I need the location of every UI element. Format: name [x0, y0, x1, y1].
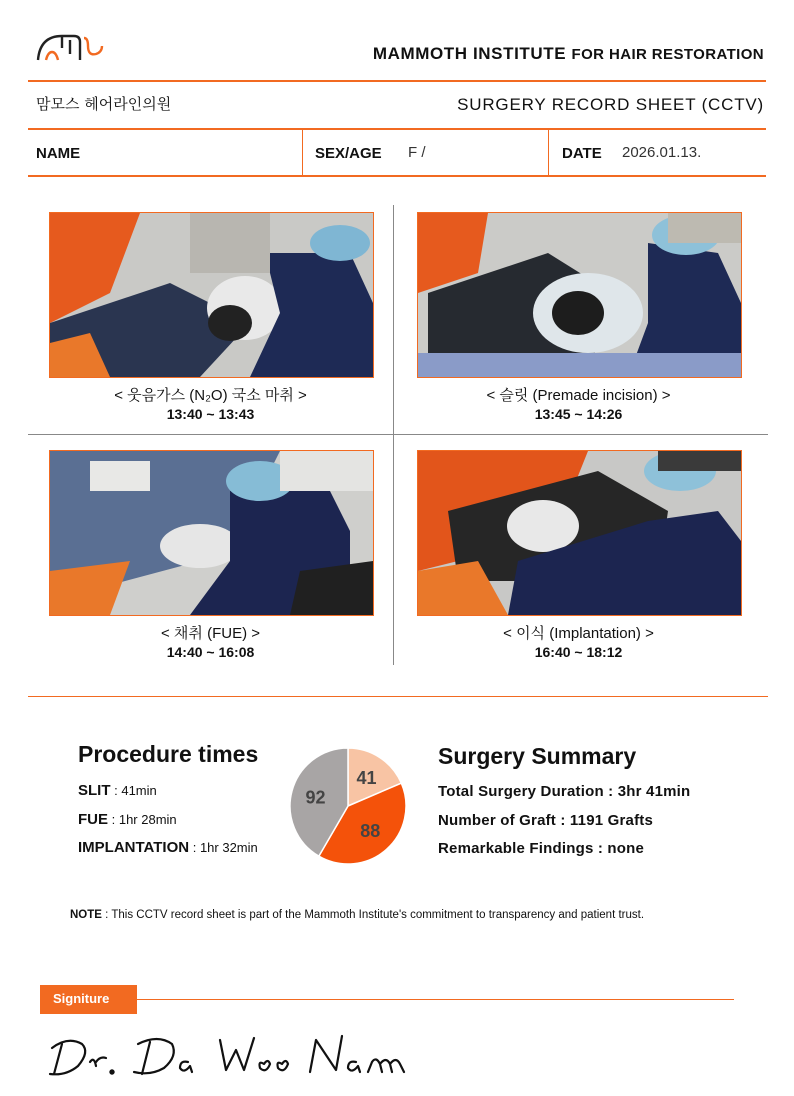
caption-time: 13:40 ~ 13:43: [166, 406, 255, 422]
caption-title: < 슬릿 (Premade incision) >: [486, 387, 671, 404]
procedure-pie-chart: [288, 746, 408, 866]
divider: [302, 130, 303, 176]
pie-label-implantation: 92: [305, 787, 326, 808]
procedure-title: Procedure times: [78, 741, 259, 767]
photo-caption-3: [49, 624, 372, 662]
summary-findings: Remarkable Findings : none: [438, 840, 645, 857]
procedure-row-fue: [78, 811, 177, 828]
procedure-label: IMPLANTATION: [78, 839, 190, 856]
note-label: NOTE: [70, 909, 102, 921]
divider: [548, 130, 549, 176]
photo-caption-1: [49, 386, 372, 424]
institute-main: MAMMOTH INSTITUTE: [372, 44, 567, 63]
caption-time: 13:45 ~ 14:26: [534, 406, 623, 422]
sheet-title: SURGERY RECORD SHEET (CCTV): [457, 95, 764, 114]
caption-time: 16:40 ~ 18:12: [534, 644, 623, 660]
caption-time: 14:40 ~ 16:08: [166, 644, 255, 660]
procedure-row-implantation: [78, 839, 258, 856]
signature-line: [137, 999, 734, 1000]
divider: [28, 696, 768, 697]
date-value: 2026.01.13.: [622, 144, 702, 161]
divider: [28, 128, 766, 130]
procedure-label: SLIT: [78, 782, 111, 799]
clinic-name: 맘모스 헤어라인의원: [36, 95, 172, 113]
note-text: : This CCTV record sheet is part of the Mammoth Institute's commitment to transparency and patient trust.: [105, 909, 645, 921]
caption-title: < 웃음가스 (N₂O) 국소 마취 >: [114, 387, 307, 404]
photo-caption-4: [417, 624, 740, 662]
institute-name: [373, 44, 764, 64]
grid-divider: [393, 205, 394, 665]
divider: [28, 80, 766, 82]
photo-caption-2: [417, 386, 740, 424]
institute-sub: FOR HAIR RESTORATION: [571, 46, 764, 63]
pie-label-fue: 88: [360, 821, 381, 842]
cctv-photo-slit: [417, 212, 742, 378]
procedure-value: : 41min: [114, 783, 157, 798]
pie-svg: [288, 746, 408, 866]
name-label: NAME: [36, 145, 81, 162]
summary-title: Surgery Summary: [438, 743, 637, 769]
note: [70, 909, 644, 921]
sex-age-value: F /: [408, 144, 426, 161]
cctv-photo-fue: [49, 450, 374, 616]
pie-label-slit: 41: [356, 767, 377, 788]
date-label: DATE: [562, 145, 602, 162]
signature-label: Signiture: [40, 985, 137, 1014]
grid-divider: [28, 434, 768, 435]
divider: [28, 175, 766, 177]
procedure-label: FUE: [78, 811, 108, 828]
summary-duration: Total Surgery Duration : 3hr 41min: [438, 783, 691, 800]
mammoth-logo: [36, 30, 106, 62]
cctv-photo-implantation: [417, 450, 742, 616]
procedure-value: : 1hr 28min: [111, 812, 177, 827]
summary-grafts: Number of Graft : 1191 Grafts: [438, 812, 654, 829]
handwritten-signature: [38, 1022, 418, 1092]
procedure-row-slit: [78, 782, 157, 799]
cctv-photo-anesthesia: [49, 212, 374, 378]
caption-title: < 채취 (FUE) >: [161, 625, 260, 642]
caption-title: < 이식 (Implantation) >: [503, 625, 654, 642]
procedure-value: : 1hr 32min: [192, 840, 258, 855]
sex-age-label: SEX/AGE: [315, 145, 382, 162]
